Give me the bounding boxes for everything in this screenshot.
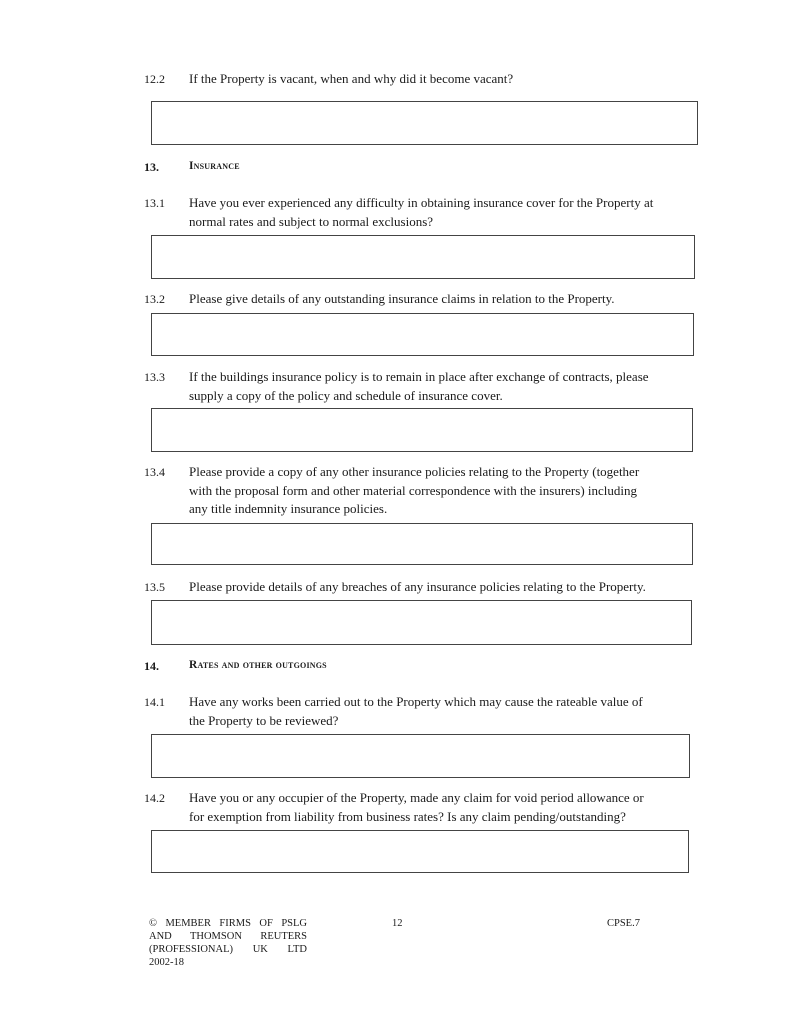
answer-box-13-4[interactable] bbox=[151, 523, 693, 565]
section-number-14: 14. bbox=[144, 659, 159, 673]
answer-box-12-2[interactable] bbox=[151, 101, 698, 145]
question-number-14-1: 14.1 bbox=[144, 695, 165, 709]
question-13-5: Please provide details of any breaches of any insurance policies relating to the Property. bbox=[189, 579, 646, 594]
page-number: 12 bbox=[392, 918, 403, 929]
section-number-13: 13. bbox=[144, 160, 159, 174]
question-number-13-1: 13.1 bbox=[144, 196, 165, 210]
form-code: CPSE.7 bbox=[607, 918, 640, 929]
answer-box-13-5[interactable] bbox=[151, 600, 692, 645]
footer-copyright-line-2: AND THOMSON REUTERS bbox=[149, 931, 307, 942]
answer-box-13-1[interactable] bbox=[151, 235, 695, 279]
answer-box-14-2[interactable] bbox=[151, 830, 689, 873]
section-heading-insurance: Insurance bbox=[189, 160, 240, 172]
answer-box-13-2[interactable] bbox=[151, 313, 694, 356]
question-14-2: Have you or any occupier of the Property, made any claim for void period allowance or for exemption from liability from business rates? Is any claim pending/outstanding? bbox=[189, 790, 644, 824]
question-number-13-3: 13.3 bbox=[144, 370, 165, 384]
question-13-3: If the buildings insurance policy is to remain in place after exchange of contracts, please supply a copy of the policy and schedule of insurance cover. bbox=[189, 369, 649, 403]
footer-copyright bbox=[149, 917, 307, 969]
question-number-13-5: 13.5 bbox=[144, 580, 165, 594]
question-13-1: Have you ever experienced any difficulty in obtaining insurance cover for the Property at normal rates and subject to normal exclusions? bbox=[189, 195, 654, 229]
question-number-13-2: 13.2 bbox=[144, 292, 165, 306]
question-12-2: If the Property is vacant, when and why did it become vacant? bbox=[189, 71, 514, 86]
question-14-1: Have any works been carried out to the Property which may cause the rateable value of the Property to be reviewed? bbox=[189, 694, 643, 728]
question-13-2: Please give details of any outstanding insurance claims in relation to the Property. bbox=[189, 291, 615, 306]
question-number-14-2: 14.2 bbox=[144, 791, 165, 805]
question-13-4: Please provide a copy of any other insurance policies relating to the Property (together with the proposal form and other material correspondence with the insurers) including any title indemnity insurance policies. bbox=[189, 464, 640, 516]
footer-copyright-line-1: © MEMBER FIRMS OF PSLG bbox=[149, 918, 307, 929]
answer-box-14-1[interactable] bbox=[151, 734, 690, 778]
answer-box-13-3[interactable] bbox=[151, 408, 693, 452]
question-number-13-4: 13.4 bbox=[144, 465, 165, 479]
question-number-12-2: 12.2 bbox=[144, 72, 165, 86]
footer-copyright-line-4: 2002-18 bbox=[149, 957, 184, 968]
footer-copyright-line-3: (PROFESSIONAL) UK LTD bbox=[149, 944, 307, 955]
section-heading-rates: Rates and other outgoings bbox=[189, 659, 327, 671]
